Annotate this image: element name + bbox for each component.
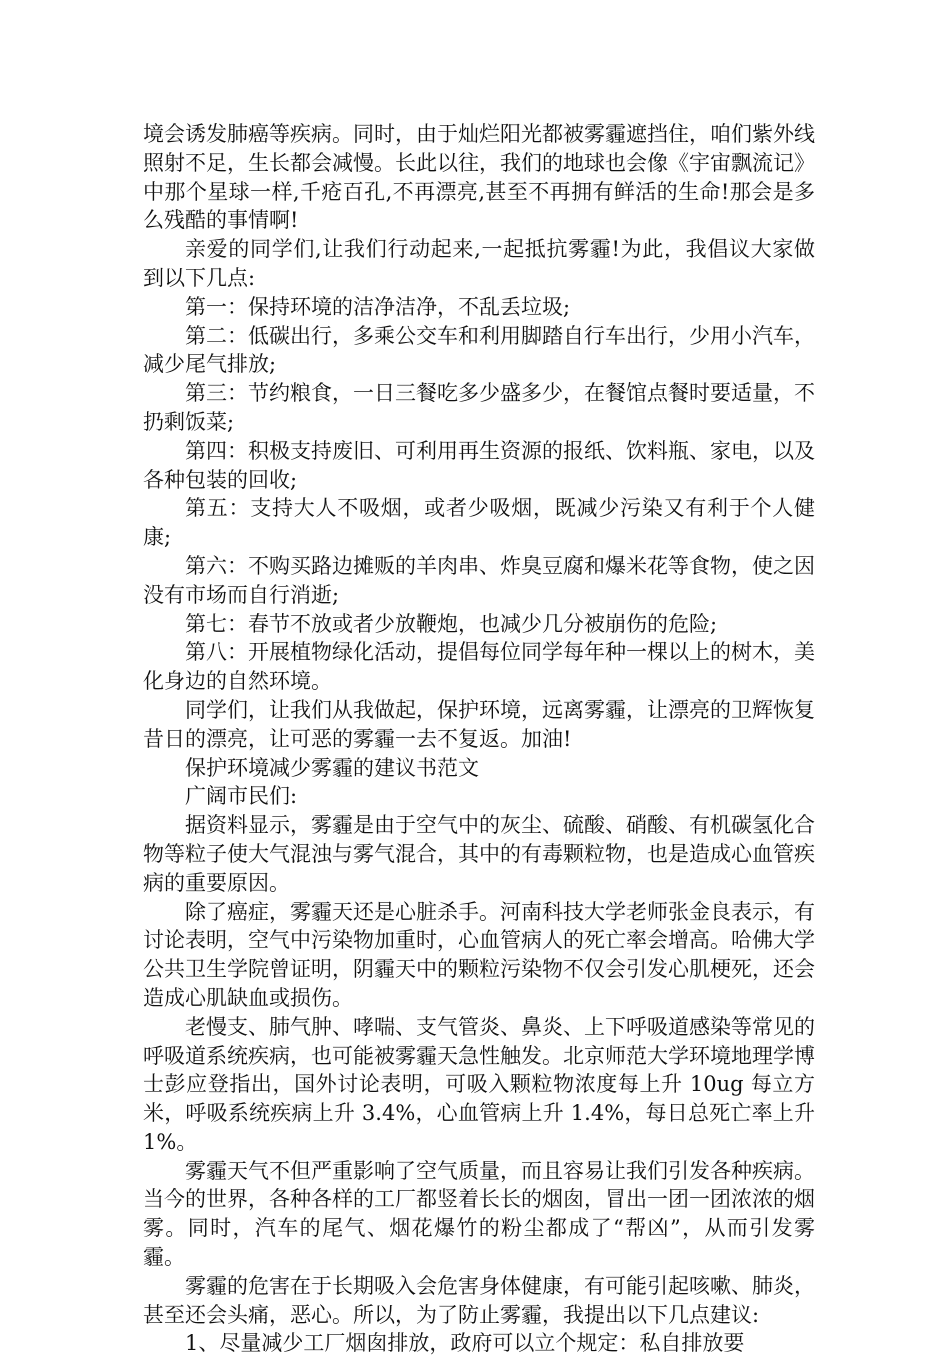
proposal-item-4: 第四：积极支持废旧、可利用再生资源的报纸、饮料瓶、家电，以及各种包装的回收; (143, 438, 815, 492)
proposal-item-8: 第八：开展植物绿化活动，提倡每位同学每年种一棵以上的树木，美化身边的自然环境。 (143, 640, 815, 694)
salutation: 广阔市民们: (185, 784, 298, 809)
section-title: 保护环境减少雾霾的建议书范文 (185, 755, 479, 780)
proposal-item-3: 第三：节约粮食，一日三餐吃多少盛多少，在餐馆点餐时要适量，不扔剩饭菜; (143, 381, 815, 434)
paragraph-harm-continued: 境会诱发肺癌等疾病。同时，由于灿烂阳光都被雾霾遮挡住，咱们紫外线照射不足，生长都会减慢。长此以往，我们的地球也会像《宇宙飘流记》中那个星球一样,千疮百孔,不再漂亮,甚至不再拥有鲜活的生命!那会是多么残酷的事情啊! (143, 122, 815, 233)
paragraph-respiratory: 老慢支、肺气肿、哮喘、支气管炎、鼻炎、上下呼吸道感染等常见的呼吸道系统疾病，也可能被雾霾天急性触发。北京师范大学环境地理学博士彭应登指出，国外讨论表明，可吸入颗粒物浓度每上升 10ug 每立方米，呼吸系统疾病上升 3.4%，心血管病上升 1.4%，每日总死亡率上升 1%。 (143, 1014, 815, 1154)
paragraph-closing: 同学们，让我们从我做起，保护环境，远离雾霾，让漂亮的卫辉恢复昔日的漂亮，让可恶的雾霾一去不复返。加油! (143, 697, 815, 751)
paragraph-air-quality: 雾霾天气不但严重影响了空气质量，而且容易让我们引发各种疾病。当今的世界，各种各样的工厂都竖着长长的烟囱，冒出一团一团浓浓的烟雾。同时，汽车的尾气、烟花爆竹的粉尘都成了“帮凶”，从而引发雾霾。 (143, 1158, 815, 1270)
document-body (143, 120, 815, 1358)
paragraph-call-to-action: 亲爱的同学们,让我们行动起来,一起抵抗雾霾!为此，我倡议大家做到以下几点: (143, 237, 815, 290)
proposal-item-6: 第六：不购买路边摊贩的羊肉串、炸臭豆腐和爆米花等食物，使之因没有市场而自行消逝; (143, 553, 815, 607)
proposal-item-1: 第一：保持环境的洁净洁净，不乱丢垃圾; (185, 294, 571, 319)
suggestion-item-1: 1、尽量减少工厂烟囱排放，政府可以立个规定：私自排放要 (185, 1331, 745, 1356)
paragraph-hazards: 雾霾的危害在于长期吸入会危害身体健康，有可能引起咳嗽、肺炎，甚至还会头痛，恶心。所以，为了防止雾霾，我提出以下几点建议: (143, 1273, 815, 1327)
proposal-item-7: 第七：春节不放或者少放鞭炮，也减少几分被崩伤的危险; (185, 611, 718, 636)
paragraph-heart-disease: 除了癌症，雾霾天还是心脏杀手。河南科技大学老师张金良表示，有讨论表明，空气中污染物加重时，心血管病人的死亡率会增高。哈佛大学公共卫生学院曾证明，阴霾天中的颗粒污染物不仅会引发心肌梗死，还会造成心肌缺血或损伤。 (143, 899, 815, 1010)
proposal-item-2: 第二：低碳出行，多乘公交车和利用脚踏自行车出行，少用小汽车，减少尾气排放; (143, 323, 815, 377)
proposal-item-5: 第五：支持大人不吸烟，或者少吸烟，既减少污染又有利于个人健康; (143, 496, 815, 550)
paragraph-data-source: 据资料显示，雾霾是由于空气中的灰尘、硫酸、硝酸、有机碳氢化合物等粒子使大气混浊与雾气混合，其中的有毒颗粒物，也是造成心血管疾病的重要原因。 (143, 813, 815, 895)
